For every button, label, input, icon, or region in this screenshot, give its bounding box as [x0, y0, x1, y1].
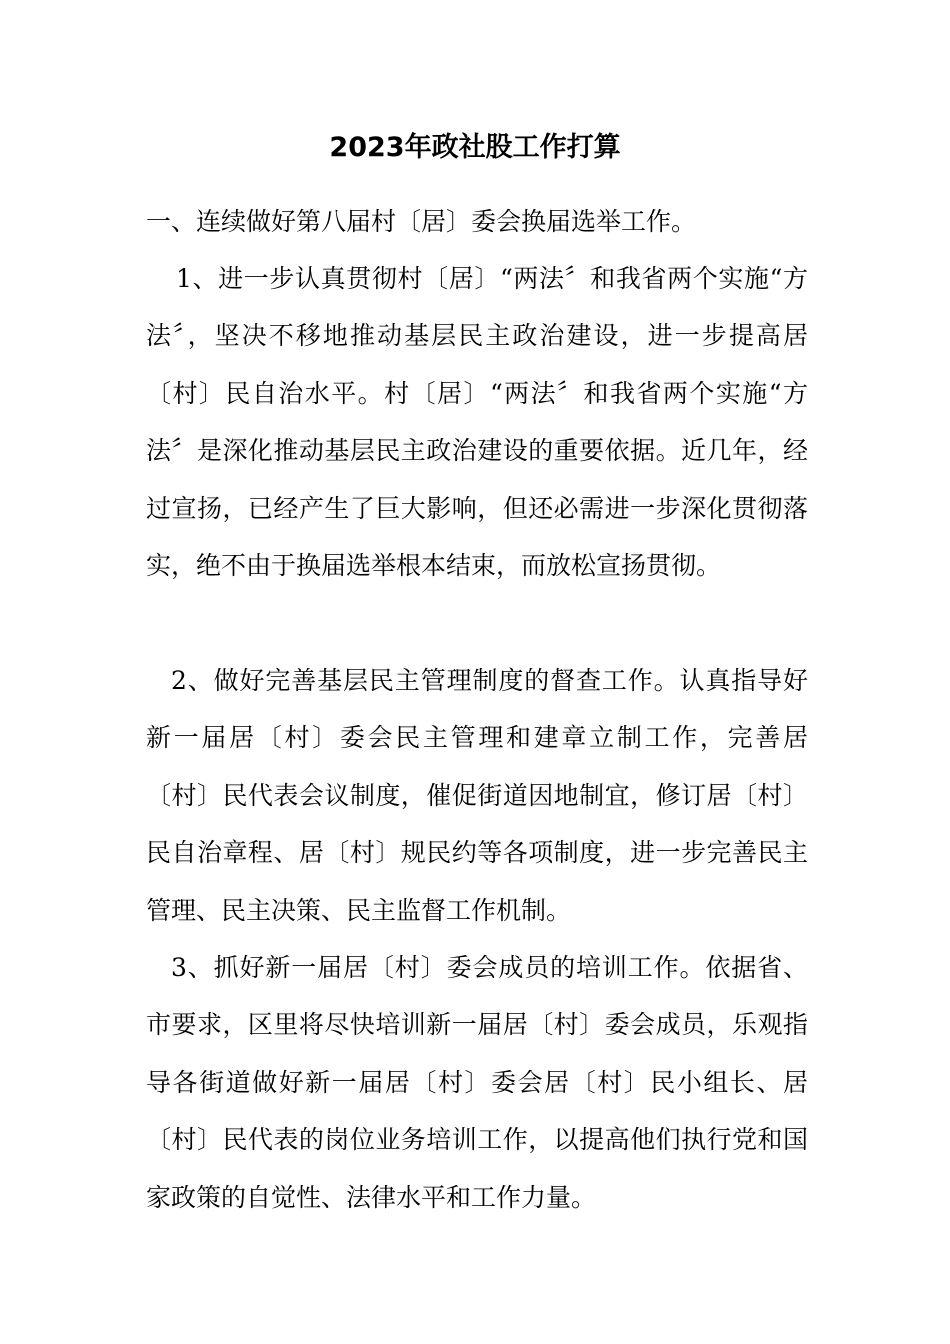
paragraph-1: 1、进一步认真贯彻村〔居〕“两法〞和我省两个实施“方法〞，坚决不移地推动基层民主政治建设，进一步提高居〔村〕民自治水平。村〔居〕“两法〞和我省两个实施“方法〞是深化推动基层民主政治建设的重要依据。近几年，经过宣扬，已经产生了巨大影响，但还必需进一步深化贯彻落实，绝不由于换届选举根本结束，而放松宣扬贯彻。 [146, 264, 808, 581]
paragraph-2: 2、做好完善基层民主管理制度的督查工作。认真指导好新一届居〔村〕委会民主管理和建章立制工作，完善居〔村〕民代表会议制度，催促街道因地制宜，修订居〔村〕民自治章程、居〔村〕规民约等各项制度，进一步完善民主管理、民主决策、民主监督工作机制。 [146, 666, 808, 925]
paragraph-3: 3、抓好新一届居〔村〕委会成员的培训工作。依据省、市要求，区里将尽快培训新一届居〔村〕委会成员，乐观指导各街道做好新一届居〔村〕委会居〔村〕民小组长、居〔村〕民代表的岗位业务培训工作，以提高他们执行党和国家政策的自觉性、法律水平和工作力量。 [146, 953, 808, 1212]
document-title: 2023年政社股工作打算 [329, 132, 621, 163]
section-heading: 一、连续做好第八届村〔居〕委会换届选举工作。 [146, 207, 697, 236]
